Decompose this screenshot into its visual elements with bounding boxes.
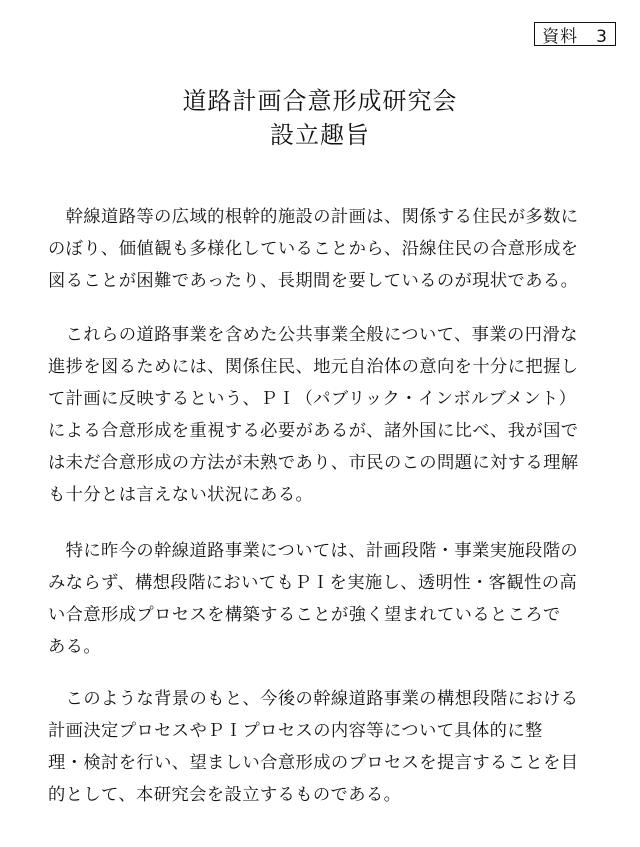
paragraph-line: て計画に反映するという、ＰＩ（パブリック・インボルブメント）: [48, 389, 577, 409]
paragraph-line: みならず、構想段階においてもＰＩを実施し、透明性・客観性の高: [48, 573, 578, 593]
paragraph-line: 図ることが困難であったり、長期間を要しているのが現状である。: [48, 271, 579, 291]
paragraph-line: 計画決定プロセスやＰＩプロセスの内容等について具体的に整: [48, 721, 543, 741]
paragraph-line: これらの道路事業を含めた公共事業全般について、事業の円滑な: [48, 325, 578, 345]
paragraph-line: による合意形成を重視する必要があるが、諸外国に比べ、我が国で: [48, 421, 579, 441]
paragraph-line: 幹線道路等の広域的根幹的施設の計画は、関係する住民が多数に: [48, 207, 579, 227]
document-label: 資料 3: [534, 22, 616, 46]
page-title: 道路計画合意形成研究会: [182, 87, 458, 115]
paragraph-line: のぼり、価値観も多様化していることから、沿線住民の合意形成を: [48, 239, 579, 259]
paragraph-line: ある。: [48, 637, 102, 657]
paragraph-line: も十分とは言えない状況にある。: [48, 485, 314, 505]
paragraph-4: [48, 683, 600, 811]
paragraph-line: い合意形成プロセスを構築することが強く望まれているところで: [48, 605, 561, 625]
title-block: [0, 84, 640, 152]
paragraph-3: [48, 535, 600, 663]
paragraph-line: 的として、本研究会を設立するものである。: [48, 785, 402, 805]
paragraph-line: 理・検討を行い、望ましい合意形成のプロセスを提言することを目: [48, 753, 579, 773]
paragraph-line: 進捗を図るためには、関係住民、地元自治体の意向を十分に把握し: [48, 357, 579, 377]
paragraph-line: 特に昨今の幹線道路事業については、計画段階・事業実施段階の: [48, 541, 579, 561]
paragraph-2: [48, 319, 600, 511]
paragraph-line: このような背景のもと、今後の幹線道路事業の構想段階における: [48, 689, 579, 709]
page-subtitle: 設立趣旨: [270, 121, 370, 149]
paragraph-line: は未だ合意形成の方法が未熟であり、市民のこの問題に対する理解: [48, 453, 579, 473]
paragraph-1: [48, 201, 600, 297]
